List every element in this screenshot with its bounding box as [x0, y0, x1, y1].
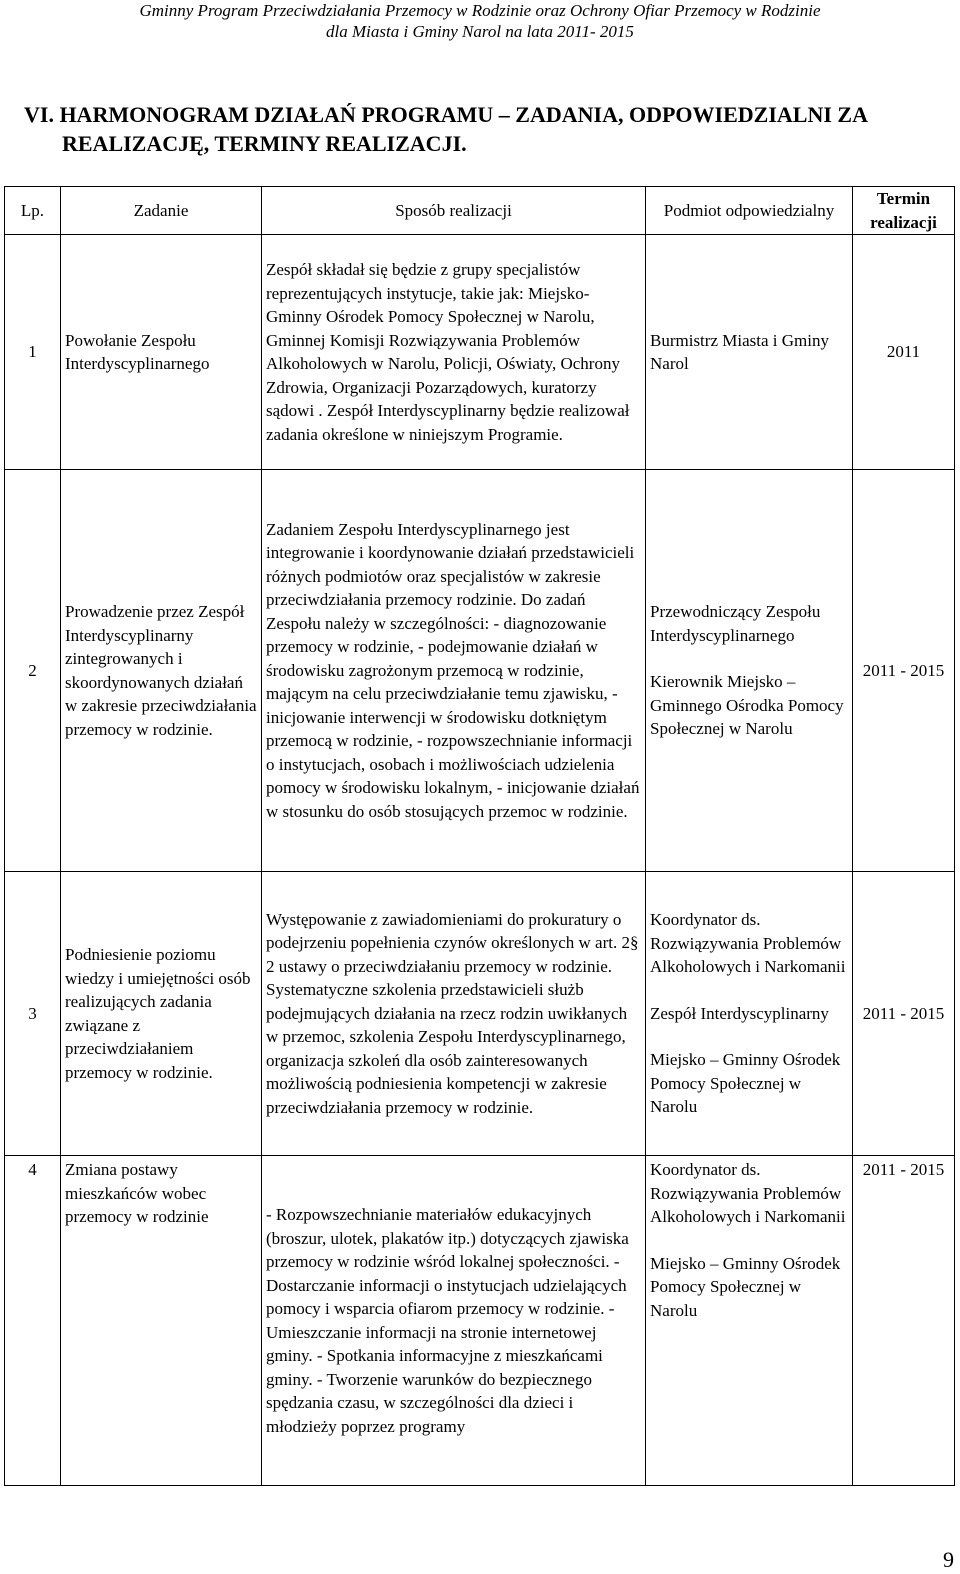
row-zadanie: Prowadzenie przez Zespół Interdyscyplinarny zintegrowanych i skoordynowanych działań w zakresie przeciwdziałania przemocy w rodzinie.	[61, 470, 262, 872]
header-lp: Lp.	[5, 187, 61, 235]
section-title	[24, 100, 954, 158]
row-sposob: Występowanie z zawiadomieniami do prokuratury o podejrzeniu popełnienia czynów określonych w art. 2§ 2 ustawy o przeciwdziałaniu przemocy w rodzinie. Systematyczne szkolenia przedstawicieli służb podejmujących działania na rzecz rodzin uwikłanych w przemoc, szkolenia Zespołu Interdyscyplinarnego, organizacja szkoleń dla osób zainteresowanych możliwością podniesienia kompetencji w zakresie przeciwdziałania przemocy w rodzinie.	[262, 872, 646, 1156]
row-zadanie: Powołanie Zespołu Interdyscyplinarnego	[61, 235, 262, 470]
row-podmiot	[646, 235, 853, 470]
row-lp: 3	[5, 872, 61, 1156]
podmiot-entry: Burmistrz Miasta i Gminy Narol	[650, 330, 829, 373]
podmiot-entry: Miejsko – Gminny Ośrodek Pomocy Społecznej w Narolu	[650, 1050, 841, 1117]
section-title-line-2: REALIZACJĘ, TERMINY REALIZACJI.	[62, 131, 467, 156]
row-sposob: Zadaniem Zespołu Interdyscyplinarnego jest integrowanie i koordynowanie działań przedstawicieli różnych podmiotów oraz specjalistów w zakresie przeciwdziałania przemocy rodzinie. Do zadań Zespołu należy w szczególności: - diagnozowanie przemocy w rodzinie, - podejmowanie działań w środowisku zagrożonym przemocą w rodzinie, mającym na celu przeciwdziałanie temu zjawisku, - inicjowanie interwencji w środowisku dotkniętym przemocą w rodzinie, - rozpowszechnianie informacji o instytucjach, osobach i możliwościach udzielenia pomocy w środowisku lokalnym, - inicjowanie działań w stosunku do osób stosujących przemoc w rodzinie.	[262, 470, 646, 872]
row-zadanie: Podniesienie poziomu wiedzy i umiejętności osób realizujących zadania związane z przeciwdziałaniem przemocy w rodzinie.	[61, 872, 262, 1156]
page-number: 9	[943, 1547, 954, 1572]
row-podmiot	[646, 872, 853, 1156]
table-row	[5, 872, 955, 1156]
row-termin: 2011 - 2015	[853, 470, 955, 872]
row-zadanie: Zmiana postawy mieszkańców wobec przemocy w rodzinie	[61, 1156, 262, 1486]
table-row	[5, 235, 955, 470]
schedule-table	[4, 186, 955, 1486]
row-lp: 2	[5, 470, 61, 872]
podmiot-entry: Koordynator ds. Rozwiązywania Problemów Alkoholowych i Narkomanii	[650, 910, 846, 977]
podmiot-entry: Miejsko – Gminny Ośrodek Pomocy Społecznej w Narolu	[650, 1253, 841, 1320]
row-lp: 1	[5, 235, 61, 470]
row-podmiot	[646, 1156, 853, 1486]
podmiot-entry: Koordynator ds. Rozwiązywania Problemów Alkoholowych i Narkomanii	[650, 1160, 846, 1226]
table-header-row	[5, 187, 955, 235]
row-lp: 4	[5, 1156, 61, 1486]
header-podmiot: Podmiot odpowiedzialny	[646, 187, 853, 235]
podmiot-entry: Kierownik Miejsko – Gminnego Ośrodka Pomocy Społecznej w Narolu	[650, 672, 844, 739]
podmiot-entry: Przewodniczący Zespołu Interdyscyplinarnego	[650, 602, 821, 645]
row-podmiot	[646, 470, 853, 872]
row-sposob: Zespół składał się będzie z grupy specjalistów reprezentujących instytucje, takie jak: Miejsko-Gminny Ośrodek Pomocy Społecznej w Narolu, Gminnej Komisji Rozwiązywania Problemów Alkoholowych w Narolu, Policji, Oświaty, Ochrony Zdrowia, Organizacji Pozarządowych, kuratorzy sądowi . Zespół Interdyscyplinarny będzie realizował zadania określone w niniejszym Programie.	[262, 235, 646, 470]
row-sposob: - Rozpowszechnianie materiałów edukacyjnych (broszur, ulotek, plakatów itp.) dotyczących zjawiska przemocy w rodzinie wśród lokalnej społeczności. - Dostarczanie informacji o instytucjach udzielających pomocy i wsparcia ofiarom przemocy w rodzinie. - Umieszczanie informacji na stronie internetowej gminy. - Spotkania informacyjne z mieszkańcami gminy. - Tworzenie warunków do bezpiecznego spędzania czasu, w szczególności dla dzieci i młodzieży poprzez programy	[262, 1156, 646, 1486]
header-line-2: dla Miasta i Gminy Narol na lata 2011- 2015	[326, 22, 634, 41]
table-row	[5, 470, 955, 872]
row-termin: 2011 - 2015	[853, 872, 955, 1156]
header-line-1: Gminny Program Przeciwdziałania Przemocy w Rodzinie oraz Ochrony Ofiar Przemocy w Rodzinie	[139, 1, 821, 20]
podmiot-entry: Zespół Interdyscyplinarny	[650, 1003, 829, 1023]
section-title-line-1: VI. HARMONOGRAM DZIAŁAŃ PROGRAMU – ZADANIA, ODPOWIEDZIALNI ZA	[24, 102, 868, 127]
row-termin: 2011	[853, 235, 955, 470]
header-zadanie: Zadanie	[61, 187, 262, 235]
header-termin: Termin realizacji	[853, 187, 955, 235]
table-row	[5, 1156, 955, 1486]
row-termin: 2011 - 2015	[853, 1156, 955, 1486]
header-sposob: Sposób realizacji	[262, 187, 646, 235]
